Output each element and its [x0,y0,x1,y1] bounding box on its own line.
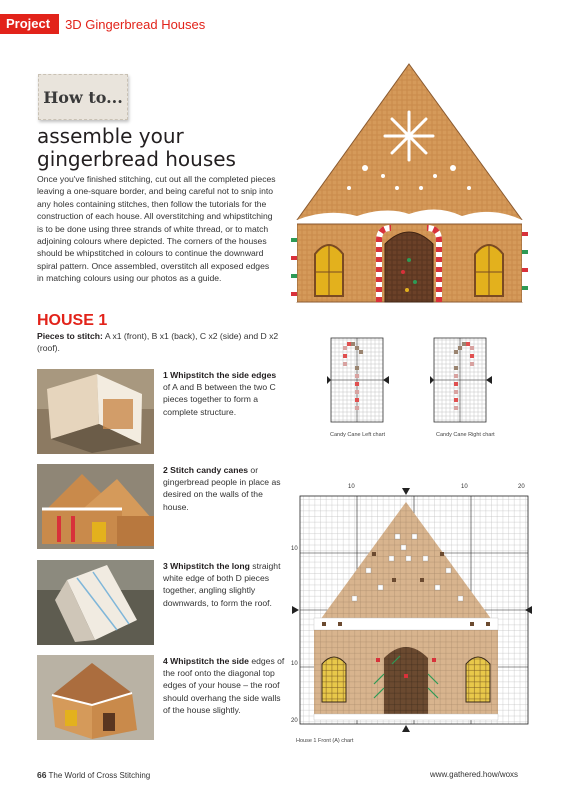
step-4-body: edges of the roof onto the diagonal top edges of your house – the roof should overhang the side walls of the house slightly. [163,656,285,715]
step-3-photo [37,560,154,645]
article-title: assemble your gingerbread houses [37,124,236,171]
step-1-body: of A and B between the two C pieces together to form a complete structure. [163,382,276,417]
footer-url[interactable]: www.gathered.how/woxs [430,770,519,779]
section-tag: Project [0,14,59,34]
footer-left [37,770,150,780]
step-1-text [163,369,285,418]
candy-cane-right-caption: Candy Cane Right chart [436,432,495,438]
top-tick-3: 20 [518,484,525,490]
step-4-photo [37,655,154,740]
pieces-label: Pieces to stitch: [37,331,103,341]
step-3-bold: 3 Whipstitch the long [163,561,250,571]
step-2-photo [37,464,154,549]
candy-cane-right-chart [430,336,492,424]
house-front-chart [292,488,532,734]
how-to-label: How to... [43,87,123,107]
intro-paragraph: Once you've finished stitching, cut out all the completed pieces leaving a one-square border, and being careful not to snip into any holes containing stitches, then follow the tutorials for the construction of each house. All overstitching and whipstitching is to be done using three strands of white thread, or to match adjoining colours where depicted. The corners of the houses should be whipstitched in colours to continue the downward spiral pattern. Once assembled, overstitch all exposed edges in matching colours using our photos as a guide. [37,174,276,284]
page-header [0,14,205,34]
gingerbread-house-photo [287,60,532,306]
page-number: 66 [37,770,47,780]
step-1-bold: 1 Whipstitch the side edges [163,370,277,380]
step-2-bold: 2 Stitch candy canes [163,465,249,475]
how-to-badge [38,74,128,120]
step-3-text [163,560,285,609]
candy-cane-left-caption: Candy Cane Left chart [330,432,386,438]
house-front-caption: House 1 Front (A) chart [296,738,354,744]
top-tick-1: 10 [348,484,355,490]
left-tick-2: 10 [291,661,298,667]
step-2-body: or gingerbread people in place as desired on the walls of the house. [163,465,281,512]
top-tick-2: 10 [461,484,468,490]
magazine-name: The World of Cross Stitching [48,771,151,780]
candy-cane-left-chart [327,336,389,424]
pieces-to-stitch [37,330,302,355]
step-4-bold: 4 Whipstitch the side [163,656,249,666]
series-title: 3D Gingerbread Houses [65,16,206,32]
step-2-text [163,464,285,513]
pieces-text: A x1 (front), B x1 (back), C x2 (side) and D x2 (roof). [37,331,279,354]
step-4-text [163,655,285,716]
left-tick-1: 10 [291,546,298,552]
house-heading: HOUSE 1 [37,312,108,329]
step-1-photo [37,369,154,454]
step-3-body: straight white edge of both D pieces together, angling slightly downwards, to form the roof. [163,561,281,608]
left-tick-3: 20 [291,718,298,724]
